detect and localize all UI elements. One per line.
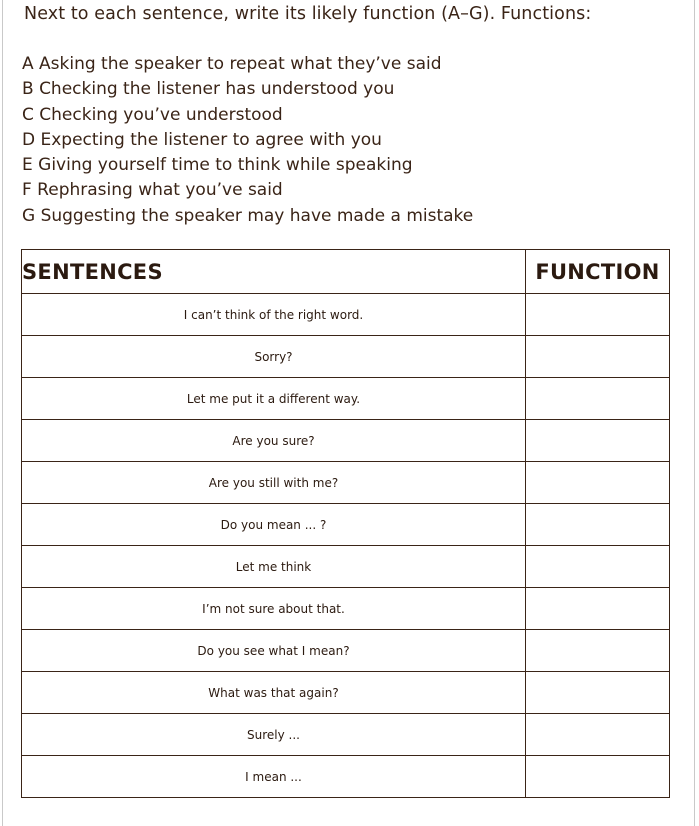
function-item-a: A Asking the speaker to repeat what they’ve said — [22, 54, 442, 74]
sentence-cell: Do you see what I mean? — [22, 630, 526, 672]
sentence-cell: Sorry? — [22, 336, 526, 378]
table-row — [22, 630, 670, 672]
function-answer-cell[interactable] — [526, 378, 670, 420]
sentence-cell: Do you mean ... ? — [22, 504, 526, 546]
function-answer-cell[interactable] — [526, 420, 670, 462]
sentence-cell: Let me put it a different way. — [22, 378, 526, 420]
table-row — [22, 714, 670, 756]
table-header-row — [22, 250, 670, 294]
sentence-cell: Surely ... — [22, 714, 526, 756]
function-item-f: F Rephrasing what you’ve said — [22, 180, 283, 201]
function-answer-cell[interactable] — [526, 630, 670, 672]
function-item-d: D Expecting the listener to agree with you — [22, 129, 382, 150]
function-answer-cell[interactable] — [526, 336, 670, 378]
sentences-header: SENTENCES — [22, 250, 526, 294]
function-answer-cell[interactable] — [526, 546, 670, 588]
table-row — [22, 420, 670, 462]
table-row — [22, 294, 670, 336]
table-row — [22, 378, 670, 420]
worksheet-table — [21, 249, 670, 798]
function-item-g: G Suggesting the speaker may have made a mistake — [22, 205, 474, 226]
sentence-cell: I’m not sure about that. — [22, 588, 526, 630]
function-answer-cell[interactable] — [526, 714, 670, 756]
table-row — [22, 462, 670, 504]
function-answer-cell[interactable] — [526, 756, 670, 798]
function-header: FUNCTION — [526, 250, 670, 294]
table-row — [22, 336, 670, 378]
sentence-cell: I can’t think of the right word. — [22, 294, 526, 336]
sentence-cell: Are you sure? — [22, 420, 526, 462]
sentence-cell: What was that again? — [22, 672, 526, 714]
sentence-cell: Let me think — [22, 546, 526, 588]
function-answer-cell[interactable] — [526, 462, 670, 504]
function-answer-cell[interactable] — [526, 672, 670, 714]
functions-list — [22, 52, 473, 229]
sentence-cell: Are you still with me? — [22, 462, 526, 504]
table-row — [22, 504, 670, 546]
instructions-heading: Next to each sentence, write its likely function (A–G). Functions: — [24, 4, 592, 24]
function-answer-cell[interactable] — [526, 294, 670, 336]
function-answer-cell[interactable] — [526, 588, 670, 630]
table-row — [22, 756, 670, 798]
table-row — [22, 546, 670, 588]
sentence-cell: I mean ... — [22, 756, 526, 798]
function-answer-cell[interactable] — [526, 504, 670, 546]
function-item-c: C Checking you’ve understood — [22, 104, 283, 125]
function-item-e: E Giving yourself time to think while speaking — [22, 155, 413, 176]
function-item-b: B Checking the listener has understood you — [22, 79, 395, 100]
table-row — [22, 672, 670, 714]
table-row — [22, 588, 670, 630]
